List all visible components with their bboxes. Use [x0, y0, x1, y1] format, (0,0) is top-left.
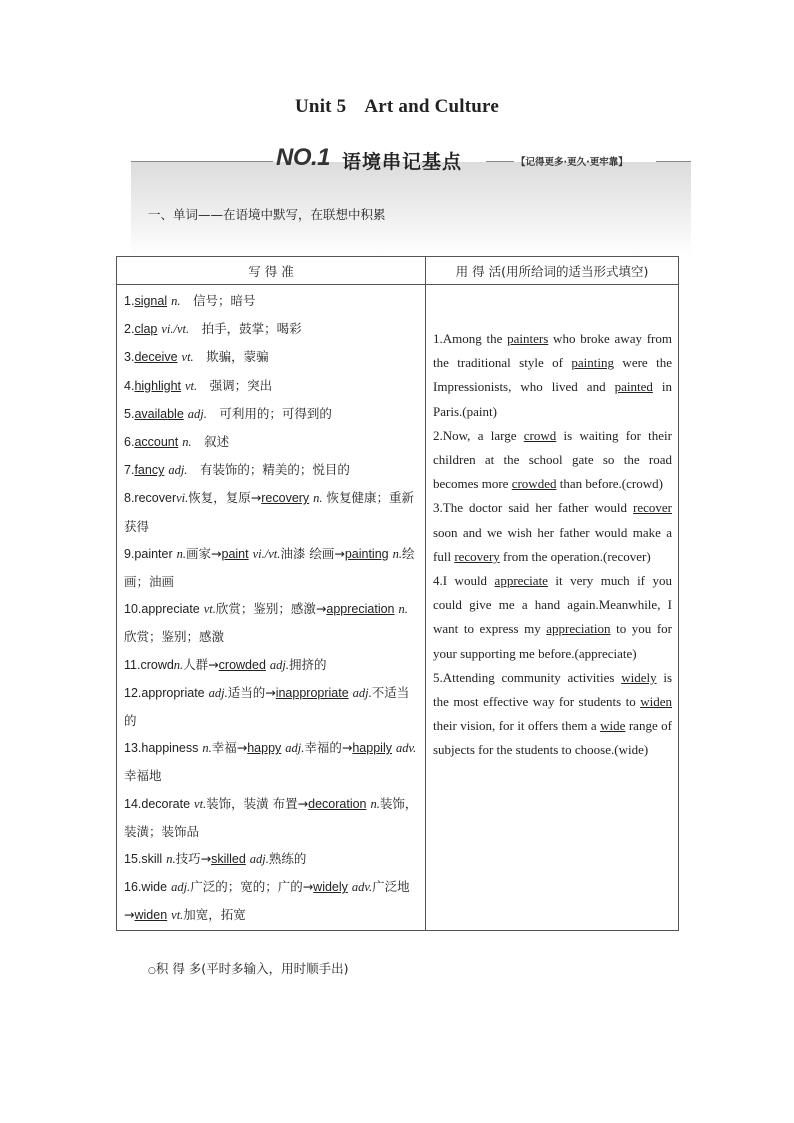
banner-rule-right: [656, 161, 691, 162]
exercise-item: 3.The doctor said her father would recover soon and we wish her father would make a full recovery from the operation.(recover): [433, 500, 672, 564]
exercise-cell: [426, 285, 679, 931]
list-item: 5.available adj. 可利用的；可得到的: [124, 405, 332, 421]
list-item: 8.recovervi.恢复，复原→recovery n. 恢复健康；重新获得: [124, 490, 415, 534]
list-item: 10.appreciate vt.欣赏；鉴别；感激→appreciation n.欣赏；鉴别；感激: [124, 601, 408, 645]
list-item: 14.decorate vt.装饰，装潢 布置→decoration n.装饰，装潢；装饰品: [124, 795, 418, 839]
banner-rule-middle: [486, 161, 514, 162]
word-list-cell: [117, 285, 426, 931]
list-item: 15.skill n.技巧→skilled adj.熟练的: [124, 851, 307, 867]
list-item: 11.crowdn.人群→crowded adj.拥挤的: [124, 656, 327, 672]
exercise-item: 1.Among the painters who broke away from the traditional style of painting were the Impressionists, who lived and painted in Paris.(paint): [433, 331, 672, 419]
footer-text: 积 得 多(平时多输入，用时顺手出): [155, 961, 349, 976]
footer-note: [148, 959, 349, 977]
list-item: 4.highlight vt. 强调；突出: [124, 377, 273, 393]
unit-name: Art and Culture: [364, 96, 499, 117]
exercise-item: 5.Attending community activities widely is the most effective way for students to widen their vision, for it offers them a wide range of subjects for the students to choose.(wide): [433, 669, 673, 758]
list-item: 9.painter n.画家→paint vi./vt.油漆 绘画→painting n.绘画；油画: [124, 545, 415, 590]
vocabulary-table: [116, 256, 679, 931]
list-item: 16.wide adj.广泛的；宽的；广的→widely adv.广泛地→widen vt.加宽，拓宽: [124, 879, 410, 923]
list-item: 2.clap vi./vt. 拍手，鼓掌；喝彩: [124, 321, 302, 337]
table-body-row: [117, 285, 679, 931]
section-title: 语境串记基点: [342, 151, 463, 173]
list-item: 13.happiness n.幸福→happy adj.幸福的→happily adv.幸福地: [124, 740, 417, 784]
subsection-heading: 一、单词——在语境中默写，在联想中积累: [148, 207, 386, 222]
exercise-item: 2.Now, a large crowd is waiting for their children at the school gate so the road becomes more crowded than before.(crowd): [433, 427, 672, 492]
list-item: 1.signal n. 信号；暗号: [124, 293, 256, 308]
list-item: 7.fancy adj. 有装饰的；精美的；悦目的: [124, 462, 350, 478]
section-number: NO.1: [276, 144, 331, 171]
list-item: 12.appropriate adj.适当的→inappropriate adj.不适当的: [124, 684, 410, 729]
table-header-row: [117, 257, 679, 285]
exercise-item: 4.I would appreciate it very much if you could give me a hand again.Meanwhile, I want to express my appreciation to you for your supporting me before.(appreciate): [433, 573, 672, 661]
banner-rule-left: [131, 161, 273, 162]
list-item: 6.account n. 叙述: [124, 434, 230, 450]
unit-label: Unit 5: [295, 96, 347, 117]
unit-title: [0, 96, 794, 118]
header-right: 用 得 活(用所给词的适当形式填空): [426, 257, 679, 285]
header-left: 写 得 准: [117, 257, 426, 285]
list-item: 3.deceive vt. 欺骗，蒙骗: [124, 349, 269, 365]
circle-bullet-icon: ○: [148, 966, 156, 976]
section-note: 【记得更多·更久·更牢靠】: [516, 157, 628, 168]
